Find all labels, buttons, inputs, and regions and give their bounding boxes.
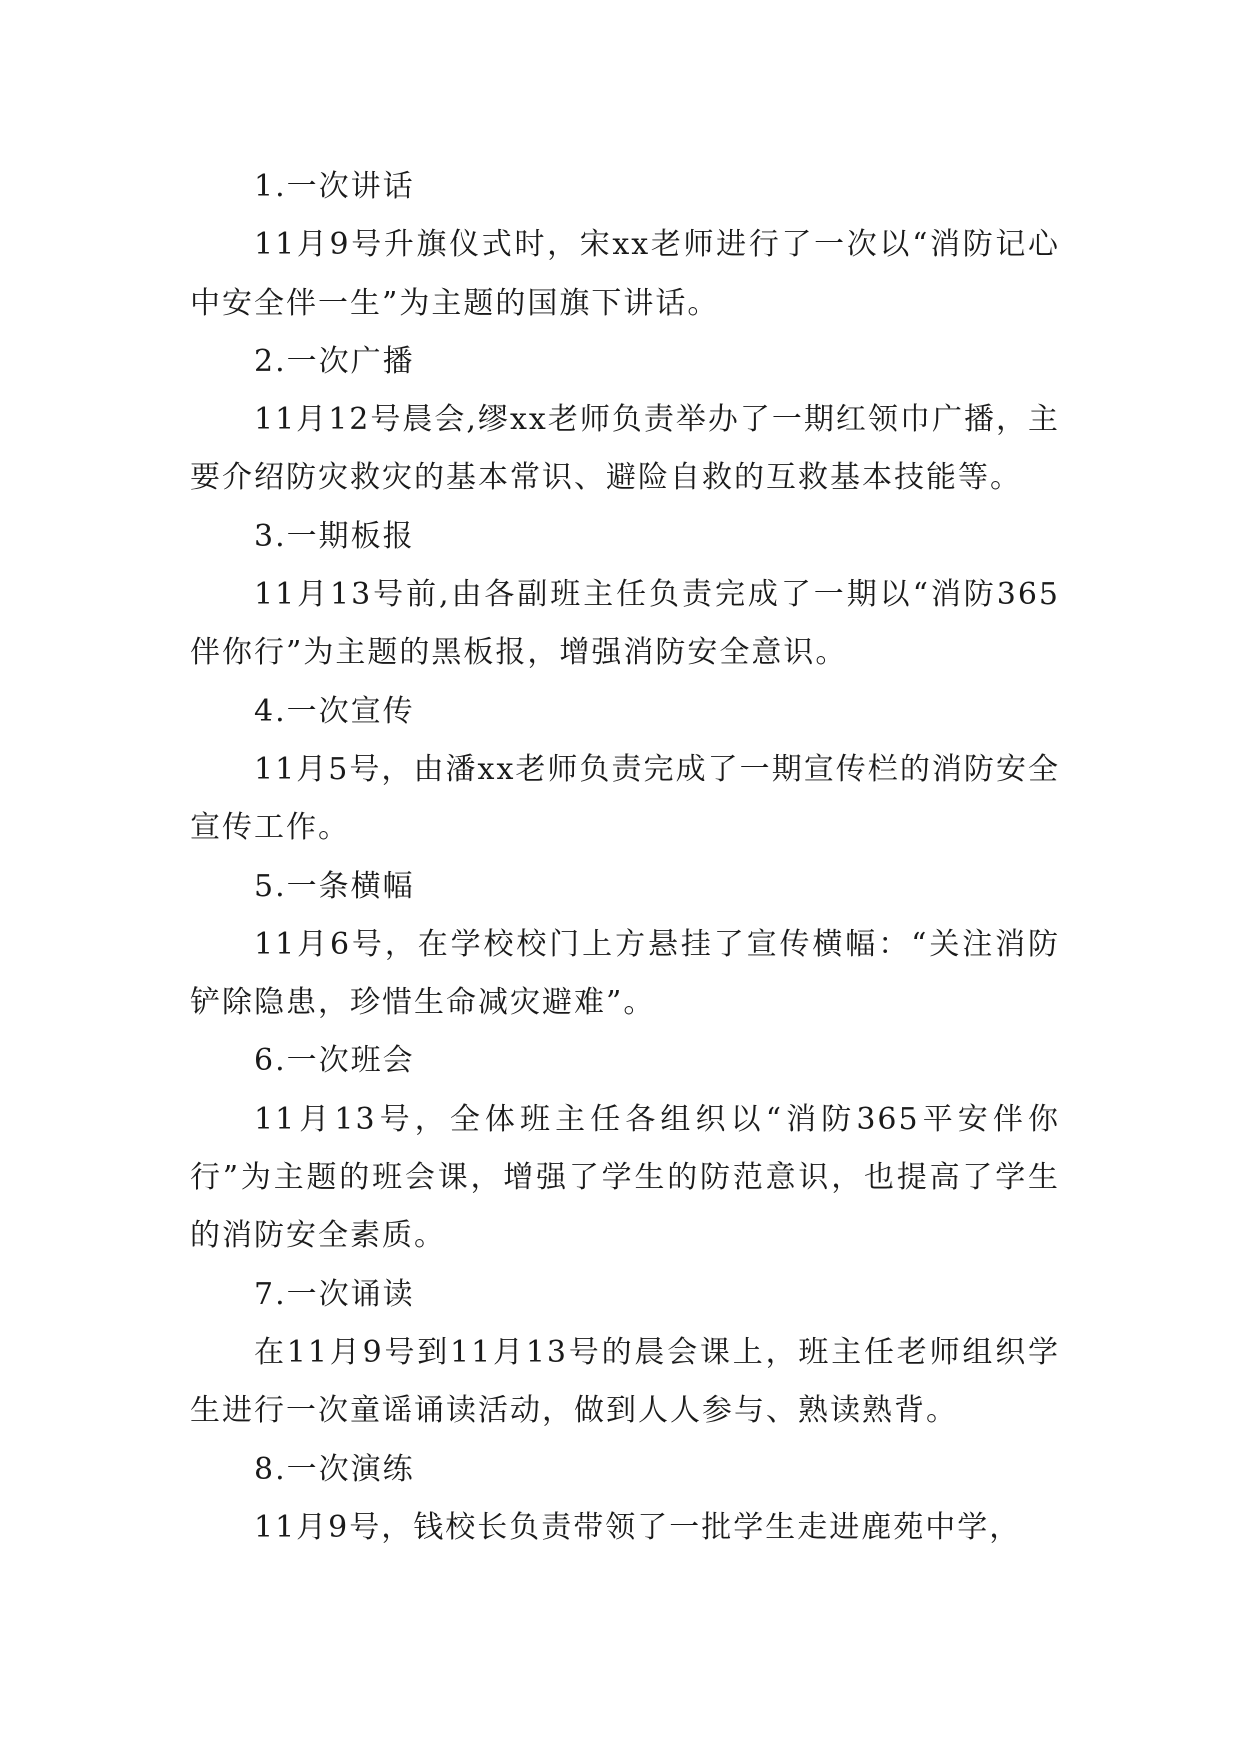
section-paragraph-4: 11月5号，由潘xx老师负责完成了一期宣传栏的消防安全宣传工作。 xyxy=(190,751,1060,846)
section-heading-8: 8.一次演练 xyxy=(254,1451,415,1487)
section-heading-4: 4.一次宣传 xyxy=(254,693,415,729)
section-paragraph-8: 11月9号，钱校长负责带领了一批学生走进鹿苑中学， xyxy=(254,1509,1022,1545)
section-heading-3: 3.一期板报 xyxy=(254,518,415,554)
section-paragraph-3: 11月13号前,由各副班主任负责完成了一期以“消防365伴你行”为主题的黑板报，增强消防安全意识。 xyxy=(190,577,1060,671)
section-paragraph-1: 11月9号升旗仪式时，宋xx老师进行了一次以“消防记心中安全伴一生”为主题的国旗下讲话。 xyxy=(190,227,1060,321)
section-paragraph-6: 11月13号，全体班主任各组织以“消防365平安伴你行”为主题的班会课，增强了学生的防范意识，也提高了学生的消防安全素质。 xyxy=(190,1101,1060,1254)
section-paragraph-2: 11月12号晨会,缪xx老师负责举办了一期红领巾广播，主要介绍防灾救灾的基本常识、避险自救的互救基本技能等。 xyxy=(190,402,1060,496)
section-heading-5: 5.一条横幅 xyxy=(254,868,415,904)
section-heading-1: 1.一次讲话 xyxy=(254,169,415,204)
section-heading-2: 2.一次广播 xyxy=(254,343,415,379)
section-paragraph-5: 11月6号，在学校校门上方悬挂了宣传横幅：“关注消防铲除隐患，珍惜生命减灾避难”。 xyxy=(190,926,1060,1021)
section-heading-7: 7.一次诵读 xyxy=(254,1276,415,1312)
section-heading-6: 6.一次班会 xyxy=(254,1043,415,1079)
document-body xyxy=(190,158,1060,1557)
section-paragraph-7: 在11月9号到11月13号的晨会课上，班主任老师组织学生进行一次童谣诵读活动，做到人人参与、熟读熟背。 xyxy=(190,1334,1060,1429)
